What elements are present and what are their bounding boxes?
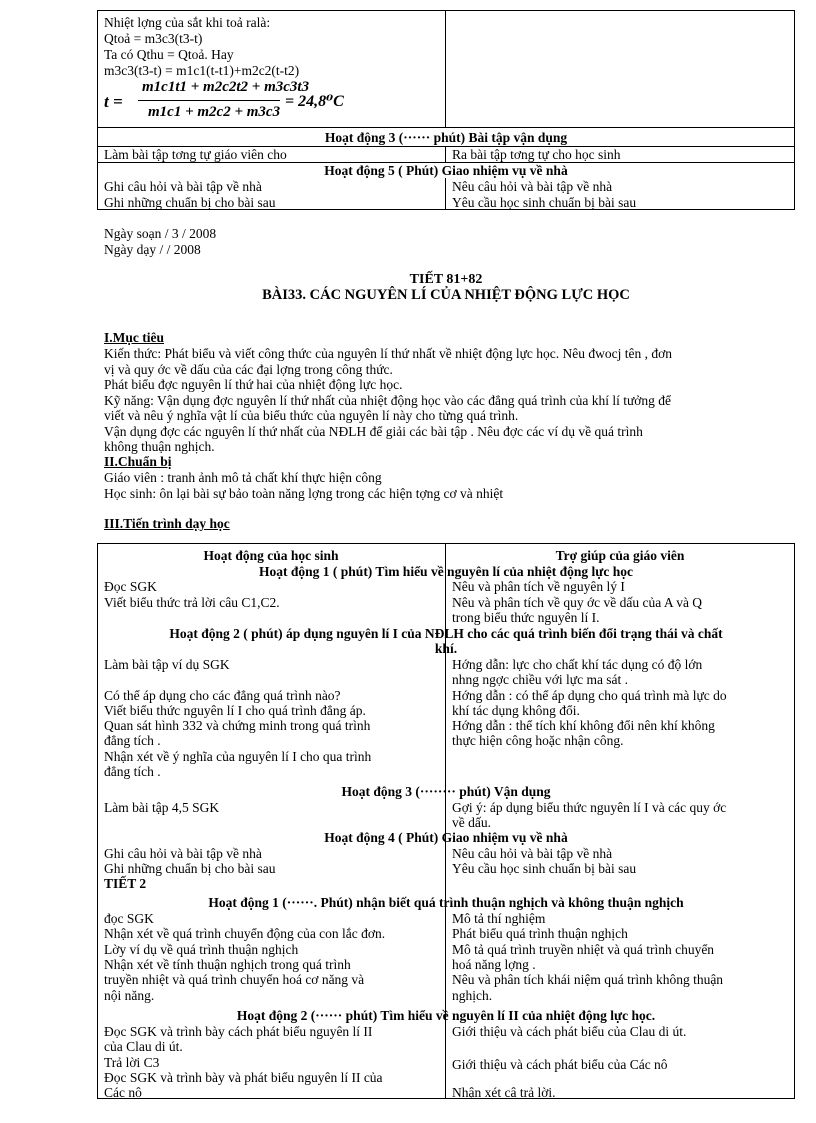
lesson-period: TIẾT 81+82 [409, 272, 483, 287]
column-header-students: Hoạt động của học sinh [203, 548, 339, 563]
t2-hd2-left-3: Trả lời C3 [104, 1055, 160, 1070]
top-hd5-left-2: Ghi những chuẩn bị cho bài sau [104, 195, 276, 210]
formula-result: = 24,8⁰C [285, 93, 344, 110]
t2-hd2-left-4: Đọc SGK và trình bày và phát biểu nguyên lí II của [104, 1070, 383, 1085]
hd4-right-1: Nêu câu hỏi và bài tập về nhà [452, 846, 613, 861]
t2-hd2-left-5: Các nô [104, 1085, 142, 1100]
top-table-row-line-1 [97, 127, 795, 128]
hd1-right-1: Nêu và phân tích về nguyên lý I [452, 579, 625, 594]
top-table-divider-2 [445, 146, 446, 162]
t2-hd2-right-1: Giới thiệu và cách phát biểu của Clau di út. [452, 1024, 687, 1039]
hd2-right-1: Hớng dẫn: lực cho chất khí tác dụng có độ lớn [452, 657, 703, 672]
t2-hd1-right-4: hoá năng lợng . [452, 957, 536, 972]
hd4-right-2: Yêu cầu học sinh chuẩn bị bài sau [452, 861, 637, 876]
formula-denominator: m1c1 + m2c2 + m3c3 [148, 104, 281, 120]
column-header-teacher: Trợ giúp của giáo viên [555, 548, 685, 563]
hd1-left-2: Viết biểu thức trả lời câu C1,C2. [104, 595, 280, 610]
hd3-right-2: về dấu. [452, 815, 491, 830]
t2-hd1-left-3: Lờy ví dụ về quá trình thuận nghịch [104, 942, 299, 957]
formula-numerator: m1c1t1 + m2c2t2 + m3c3t3 [142, 79, 310, 95]
top-hd5-left-1: Ghi câu hỏi và bài tập về nhà [104, 179, 262, 194]
top-hd5-title: Hoạt động 5 ( Phút) Giao nhiệm vụ về nhà [324, 163, 568, 178]
hd2-right-5: Hớng dẫn : thể tích khí không đổi nên khí không [452, 718, 715, 733]
t2-hd1-right-6: nghịch. [452, 988, 493, 1003]
objectives-line-1: Kiến thức: Phát biểu và viết công thức của nguyên lí thứ nhất về nhiệt động lực học. Nêu đwocj tên , đơn [104, 346, 673, 361]
section-objectives-title: I.Mục tiêu [104, 330, 164, 345]
formula-line-3: Ta có Qthu = Qtoả. Hay [104, 47, 234, 62]
top-table-divider-1 [445, 10, 446, 127]
t2-hd1-right-1: Mô tả thí nghiệm [452, 911, 546, 926]
hd2-left-7: Nhận xét về ý nghĩa của nguyên lí I cho qua trình [104, 749, 372, 764]
formula-line-2: Qtoả = m3c3(t3-t) [104, 31, 203, 46]
objectives-line-4: Kỹ năng: Vận dụng đợc nguyên lí thứ nhất của nhiệt động học vào các đẳng quá trình của khí lí tưởng để [104, 393, 672, 408]
formula-line-1: Nhiệt lợng của sắt khi toả ralà: [104, 15, 271, 30]
top-hd3-right: Ra bài tập tơng tự cho học sinh [452, 147, 621, 162]
objectives-line-6: Vận dụng đợc các nguyên lí thứ nhất của NĐLH để giải các bài tập . Nêu đợc các ví dụ về quá trình [104, 424, 643, 439]
t2-hd1-left-2: Nhận xét về quá trình chuyển động của con lắc đơn. [104, 926, 386, 941]
t2-hd1-right-3: Mô tả quá trình truyền nhiệt và quá trình chuyển [452, 942, 715, 957]
hd2-left-4: Viết biểu thức nguyên lí I cho quá trình đẳng áp. [104, 703, 366, 718]
lesson-title: BÀI33. CÁC NGUYÊN LÍ CỦA NHIỆT ĐỘNG LỰC HỌC [262, 287, 630, 303]
hd2-left-1: Làm bài tập ví dụ SGK [104, 657, 230, 672]
section-preparation-title: II.Chuẩn bị [104, 454, 172, 469]
objectives-line-3: Phát biểu đợc nguyên lí thứ hai của nhiệt động lực học. [104, 377, 403, 392]
period-2-label: TIẾT 2 [104, 876, 147, 891]
hd1-right-2: Nêu và phân tích về quy ớc về dấu của A và Q [452, 595, 703, 610]
date-taught: Ngày dạy / / 2008 [104, 242, 201, 257]
hd1-left-1: Đọc SGK [104, 579, 157, 594]
t2-hd1-left-5: truyền nhiệt và quá trình chuyển hoá cơ năng và [104, 972, 365, 987]
hd2-right-3: Hớng dẫn : có thể áp dụng cho quá trình mà lực do [452, 688, 727, 703]
hd3-right-1: Gợi ý: áp dụng biểu thức nguyên lí I và các quy ớc [452, 800, 727, 815]
hd3-title: Hoạt động 3 (········ phút) Vận dụng [341, 784, 551, 799]
t2-hd1-title: Hoạt động 1 (······. Phút) nhận biết quá trình thuận nghịch và không thuận nghịch [208, 895, 684, 910]
preparation-line-2: Học sinh: ôn lại bài sự bảo toàn năng lợng trong các hiện tợng cơ và nhiệt [104, 486, 504, 501]
t2-hd2-right-3: Giới thiệu và cách phát biểu của Các nô [452, 1057, 668, 1072]
hd1-right-3: trong biểu thức nguyên lí I. [452, 610, 600, 625]
hd2-title-line-2: khí. [434, 641, 458, 656]
formula-fraction-bar [138, 100, 280, 101]
section-procedure-title: III.Tiến trình dạy học [104, 516, 230, 531]
hd2-left-6: đẳng tích . [104, 733, 161, 748]
hd1-title: Hoạt động 1 ( phút) Tìm hiểu về nguyên lí của nhiệt động lực học [259, 564, 633, 579]
top-hd3-left: Làm bài tập tơng tự giáo viên cho [104, 147, 287, 162]
top-hd5-right-1: Nêu câu hỏi và bài tập về nhà [452, 179, 613, 194]
t2-hd2-title: Hoạt động 2 (······ phút) Tìm hiểu về nguyên lí II của nhiệt động lực học. [236, 1008, 656, 1023]
hd2-left-5: Quan sát hình 332 và chứng minh trong quá trình [104, 718, 371, 733]
hd2-right-2: nhng ngợc chiều với lực ma sát . [452, 672, 629, 687]
date-prepared: Ngày soạn / 3 / 2008 [104, 226, 217, 241]
objectives-line-5: viết và nêu ý nghĩa vật lí của biểu thức của nguyên lí này cho từng quá trình. [104, 408, 519, 423]
hd4-left-1: Ghi câu hỏi và bài tập về nhà [104, 846, 262, 861]
top-hd5-right-2: Yêu cầu học sinh chuẩn bị bài sau [452, 195, 637, 210]
hd4-title: Hoạt động 4 ( Phút) Giao nhiệm vụ về nhà [324, 830, 568, 845]
formula-t: t = [104, 92, 123, 111]
preparation-line-1: Giáo viên : tranh ảnh mô tả chất khí thực hiện công [104, 470, 382, 485]
t2-hd2-left-2: của Clau di út. [104, 1039, 183, 1054]
t2-hd1-right-5: Nêu và phân tích khái niệm quá trình không thuận [452, 972, 724, 987]
t2-hd1-right-2: Phát biểu quá trình thuận nghịch [452, 926, 628, 941]
hd2-right-4: khí tác dụng không đổi. [452, 703, 580, 718]
t2-hd1-left-6: nội năng. [104, 988, 155, 1003]
t2-hd2-left-1: Đọc SGK và trình bày cách phát biểu nguyên lí II [104, 1024, 373, 1039]
hd2-left-3: Có thể áp dụng cho các đẳng quá trình nào? [104, 688, 341, 703]
t2-hd2-right-5: Nhận xét câ trả lời. [452, 1085, 556, 1100]
formula-line-4: m3c3(t3-t) = m1c1(t-t1)+m2c2(t-t2) [104, 63, 300, 78]
t2-hd1-left-1: đọc SGK [104, 911, 154, 926]
hd4-left-2: Ghi những chuẩn bị cho bài sau [104, 861, 276, 876]
top-table-divider-3 [445, 178, 446, 210]
objectives-line-2: vị và quy ớc về dấu của các đại lợng trong công thức. [104, 362, 393, 377]
objectives-line-7: không thuận nghịch. [104, 439, 215, 454]
t2-hd1-left-4: Nhận xét về tính thuận nghịch trong quá trình [104, 957, 351, 972]
top-hd3-title: Hoạt động 3 (······ phút) Bài tập vận dụng [324, 130, 568, 145]
hd2-title-line-1: Hoạt động 2 ( phút) áp dụng nguyên lí I của NĐLH cho các quá trình biến đổi trạng thái và chất [169, 626, 723, 641]
hd2-left-8: đẳng tích . [104, 764, 161, 779]
hd2-right-6: thực hiện công hoặc nhận công. [452, 733, 624, 748]
hd3-left: Làm bài tập 4,5 SGK [104, 800, 220, 815]
